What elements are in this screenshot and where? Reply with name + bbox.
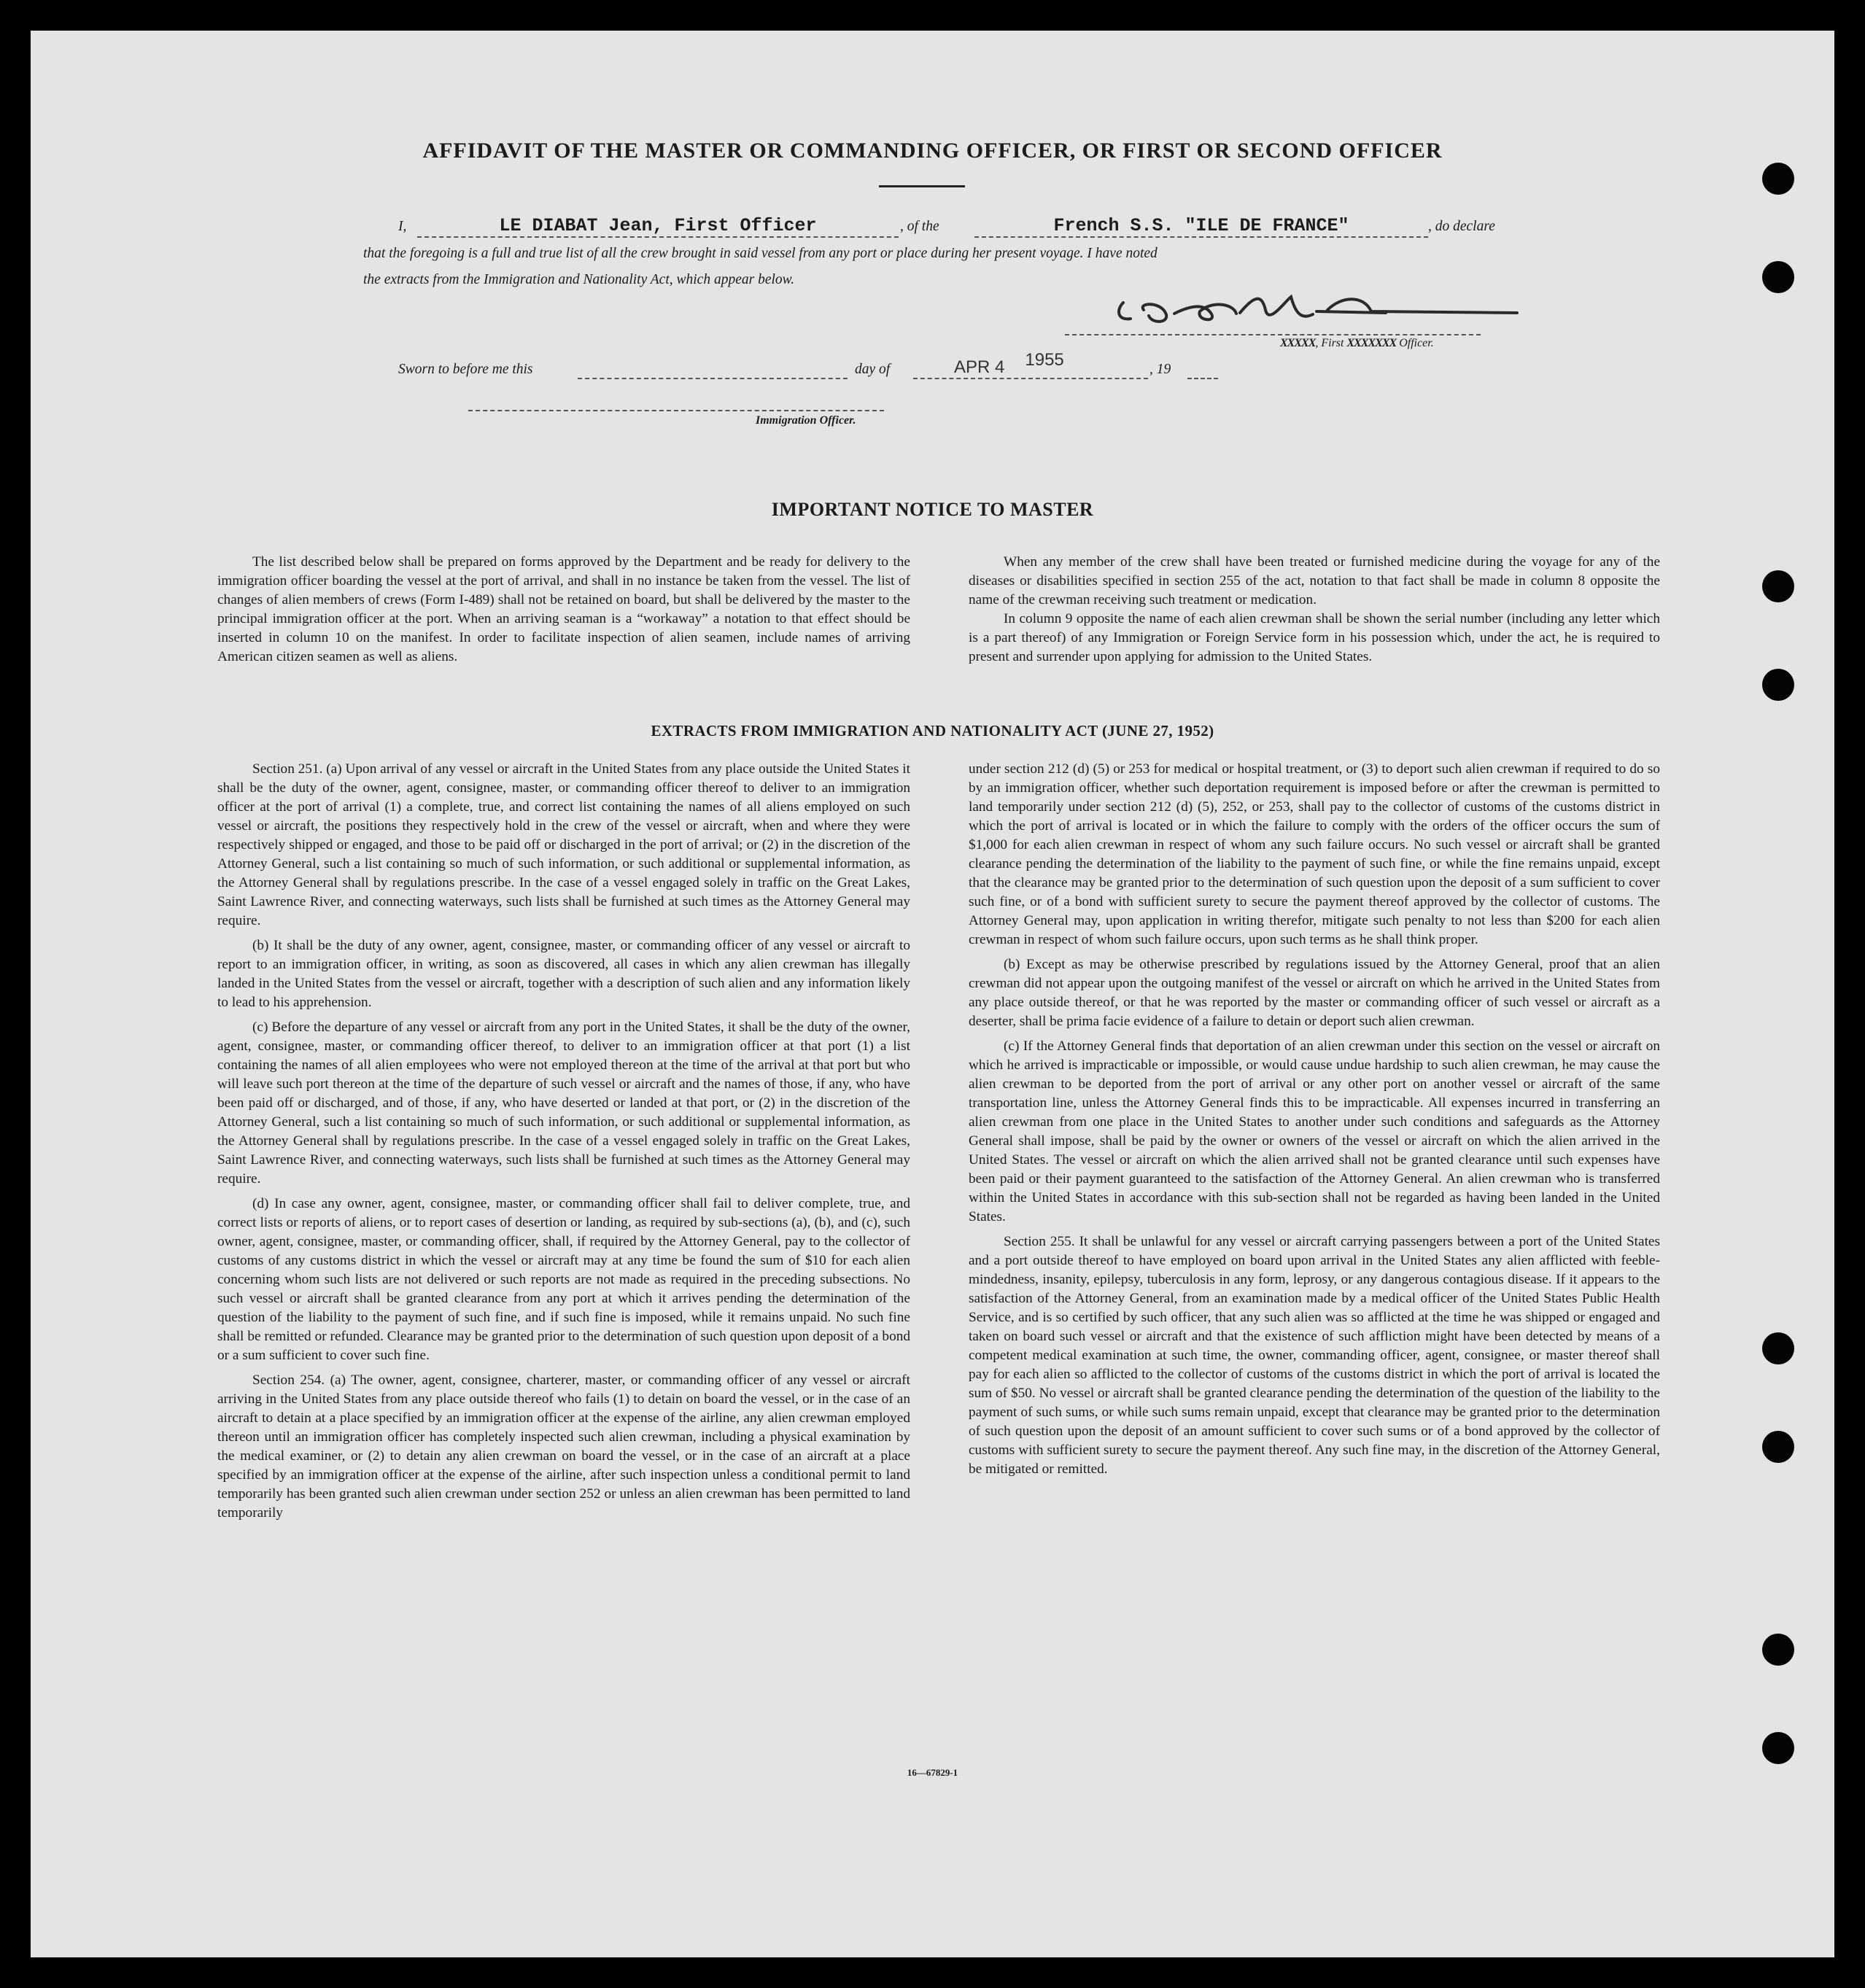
signature-image xyxy=(1109,281,1532,332)
binder-hole xyxy=(1762,1332,1794,1364)
extract-paragraph: (d) In case any owner, agent, consignee, master, or commanding officer shall fail to deliver complete, true, and correct lists or reports of aliens, or to report cases of desertion or landing, as required by sub-sections (a), (b), and (c), such owner, agent, consignee, master, or commanding officer, shall, if required by the Attorney General, pay to the collector of customs of any customs district in which the vessel or aircraft may at any time be found the sum of $10 for each alien concerning whom such lists are not delivered or such reports are not made as required in the preceding subsections. No such vessel or aircraft shall be granted clearance from any port at which it arrives pending the determination of the question of the liability to the payment of such fine, and if such fine is imposed, while it remains unpaid. No such fine shall be remitted or refunded. Clearance may be granted prior to the determination of such question upon deposit of a bond or a sum sufficient to cover such fine. xyxy=(217,1196,910,1363)
notice-left-column xyxy=(217,553,910,672)
i-label: I, xyxy=(398,219,407,234)
form-number: 16—67829-1 xyxy=(907,1767,958,1778)
extracts-right-column xyxy=(969,760,1660,1485)
affidavit-title: AFFIDAVIT OF THE MASTER OR COMMANDING OFFICER, OR FIRST OR SECOND OFFICER xyxy=(422,139,1443,163)
extract-paragraph: (b) It shall be the duty of any owner, agent, consignee, master, or commanding officer of any vessel or aircraft to report to an immigration officer, in writing, as soon as discovered, all cases in which any alien crewman has illegally landed in the United States from the vessel or aircraft, together with a description of such alien and any information likely to lead to his apprehension. xyxy=(217,938,910,1010)
extract-paragraph: (b) Except as may be otherwise prescribed by regulations issued by the Attorney General, proof that an alien crewman did not appear upon the outgoing manifest of the vessel or aircraft on which he arrived in the United States from any place outside thereof, or that he was reported by the master or commanding officer of such vessel or aircraft as a deserter, shall be prima facie evidence of a failure to detain or deport such alien crewman. xyxy=(969,957,1660,1029)
notice-right-paragraph-1: When any member of the crew shall have been treated or furnished medicine during the voyage for any of the diseases or disabilities specified in section 255 of the act, notation to that fact shall be made in column 8 opposite the name of the crewman receiving such treatment or medication. xyxy=(969,554,1660,607)
binder-hole xyxy=(1762,570,1794,602)
day-of-label: day of xyxy=(855,362,891,377)
binder-hole xyxy=(1762,1431,1794,1463)
extracts-left-column xyxy=(217,760,910,1529)
officer-name-value: LE DIABAT Jean, First Officer xyxy=(499,215,817,236)
officer-name-field xyxy=(417,213,899,238)
binder-hole xyxy=(1762,261,1794,293)
sworn-date-field xyxy=(913,349,1148,379)
year-stamp: 1955 xyxy=(1025,350,1064,370)
immigration-officer-label: Immigration Officer. xyxy=(756,414,856,427)
extract-paragraph: Section 251. (a) Upon arrival of any vessel or aircraft in the United States from any place outside the United States it shall be the duty of the owner, agent, consignee, master, or commanding officer thereof to deliver to an immigration officer at the port of arrival (1) a complete, true, and correct list containing the names of all aliens employed on such vessel or aircraft, the positions they respectively hold in the crew of the vessel or aircraft, when and where they were respectively shipped or engaged, and those to be paid off or discharged in the port of arrival; or (2) in the discretion of the Attorney General, such a list containing so much of such information, or such additional or supplemental information, as the Attorney General shall by regulations prescribe. In the case of a vessel engaged solely in traffic on the Great Lakes, Saint Lawrence River, and connecting waterways, such lists shall be furnished at such times as the Attorney General may require. xyxy=(217,761,910,928)
extract-paragraph: under section 212 (d) (5) or 253 for medical or hospital treatment, or (3) to deport such alien crewman if required to do so by an immigration officer, whether such deportation requirement is imposed before or after the crewman is permitted to land temporarily under section 212 (d) (5), 252, or 253, shall pay to the collector of customs of the customs district in which the port of arrival is located or in which the failure to comply with the orders of the officer occurs the sum of $1,000 for each alien crewman in respect of whom any such failure occurs. No such vessel or aircraft shall be granted clearance pending the determination of the liability to the payment of such fine, or while the fine remains unpaid, except that the clearance may be granted prior to the determination of such question upon the deposit of a sum sufficient to cover such fine, or of a bond with sufficient surety to secure the payment thereof approved by the collector of customs. The Attorney General may, upon application in writing therefor, mitigate such penalty to not less than $200 for each alien crewman in respect of whom such failure occurs, upon such terms as he shall think proper. xyxy=(969,761,1660,947)
notice-right-column xyxy=(969,553,1660,672)
vessel-name-field xyxy=(974,213,1428,238)
do-declare-label: , do declare xyxy=(1428,219,1495,234)
title-rule xyxy=(879,185,965,187)
extracts-title: EXTRACTS FROM IMMIGRATION AND NATIONALITY ACT (JUNE 27, 1952) xyxy=(651,722,1214,739)
binder-hole xyxy=(1762,163,1794,195)
declaration-line-3: the extracts from the Immigration and Nationality Act, which appear below. xyxy=(363,272,795,287)
binder-hole xyxy=(1762,1732,1794,1764)
of-the-label: , of the xyxy=(900,219,939,234)
extract-paragraph: Section 254. (a) The owner, agent, consignee, charterer, master, or commanding officer of any vessel or aircraft arriving in the United States from any place outside thereof who fails (1) to detain on board the vessel, or in the case of an aircraft to detain at a place specified by an immigration officer at the expense of the airline, any alien crewman employed thereon until an immigration officer has completely inspected such alien crewman, including a physical examination by the medical examiner, or (2) to detain any alien crewman on board the vessel, or in the case of an aircraft at a place specified by an immigration officer at the expense of the airline, after such inspection unless a conditional permit to land temporarily has been granted such alien crewman under section 252 or unless an alien crewman has been permitted to land temporarily xyxy=(217,1372,910,1521)
binder-hole xyxy=(1762,669,1794,701)
notice-title: IMPORTANT NOTICE TO MASTER xyxy=(771,499,1094,520)
extract-paragraph: Section 255. It shall be unlawful for any vessel or aircraft carrying passengers between a port of the United States and a port outside thereof to have employed on board upon arrival in the United States any alien afflicted with feeble-mindedness, insanity, epilepsy, tuberculosis in any form, leprosy, or any dangerous contagious disease. If it appears to the satisfaction of the Attorney General, from an examination made by a medical officer of the United States Public Health Service, and is so certified by such officer, that any such alien was so afflicted at the time he was shipped or engaged and taken on board such vessel or aircraft and that the existence of such affliction might have been detected by means of a competent medical examination at such time, the owner, commanding officer, agent, consignee, or master thereof shall pay for each alien so afflicted to the collector of customs of the customs district in which the port of arrival is located the sum of $50. No vessel or aircraft shall be granted clearance pending the determination of the question of the liability to the payment of such sums, or while such sums remain unpaid, except that clearance may be granted prior to the determination of such question upon the deposit of an amount sufficient to cover such sums or of a bond approved by the collector of customs with sufficient surety to secure the payment thereof. Any such fine may, in the discretion of the Attorney General, be mitigated or remitted. xyxy=(969,1234,1660,1477)
notice-left-paragraph: The list described below shall be prepared on forms approved by the Department and be ready for delivery to the immigration officer boarding the vessel at the port of arrival, and shall in no instance be taken from the vessel. The list of changes of alien members of crews (Form I-489) shall not be retained on board, but shall be delivered by the master to the principal immigration officer at the port. When an arriving seaman is a “workaway” a notation to that effect should be inserted in column 10 on the manifest. In order to facilitate inspection of alien seamen, include names of arriving American citizen seamen as well as aliens. xyxy=(217,554,910,664)
immigration-officer-line xyxy=(468,410,884,411)
extract-paragraph: (c) Before the departure of any vessel or aircraft from any port in the United States, it shall be the duty of the owner, agent, consignee, master, or commanding officer thereof, to deliver to an immigration officer at that port (1) a list containing the names of all alien employees who were not employed thereon at the time of the arrival at that port but who will leave such port thereon at the time of the departure of such vessel or aircraft and the names of those, if any, who have been paid off or discharged, and of those, if any, who have deserted or landed at that port, or (2) in the discretion of the Attorney General, such a list containing so much of such information, or such additional or supplemental information, as the Attorney General shall by regulations prescribe. In the case of a vessel engaged solely in traffic on the Great Lakes, Saint Lawrence River, and connecting waterways, such lists shall be furnished at such times as the Attorney General may require. xyxy=(217,1020,910,1187)
year-label: , 19 xyxy=(1149,362,1171,377)
sworn-day-field xyxy=(578,359,848,379)
signature-caption: XXXXX, First XXXXXXX Officer. xyxy=(1280,337,1434,349)
notice-right-paragraph-2: In column 9 opposite the name of each alien crewman shall be shown the serial number (including any letter which is a part thereof) of any Immigration or Foreign Service form in his possession which, under the act, he is required to present and surrender upon applying for admission to the United States. xyxy=(969,611,1660,664)
declaration-line-2: that the foregoing is a full and true list of all the crew brought in said vessel from any port or place during her present voyage. I have noted xyxy=(363,246,1158,261)
binder-hole xyxy=(1762,1634,1794,1666)
signature-line xyxy=(1065,334,1481,335)
year-field xyxy=(1187,359,1218,379)
date-stamp: APR 4 xyxy=(954,357,1005,377)
vessel-name-value: French S.S. "ILE DE FRANCE" xyxy=(1053,215,1349,236)
sworn-label: Sworn to before me this xyxy=(398,362,533,377)
extract-paragraph: (c) If the Attorney General finds that deportation of an alien crewman under this section on the vessel or aircraft on which he arrived is impracticable or impossible, or would cause undue hardship to such alien crewman, he may cause the alien crewman to be deported from the port of arrival or any other port on another vessel or aircraft of the same transportation line, unless the Attorney General finds this to be impracticable. All expenses incurred in transferring an alien crewman from one place in the United States to another under such conditions and safeguards as the Attorney General shall impose, shall be paid by the owner or owners of the vessel or aircraft on which the alien arrived in the United States. The vessel or aircraft on which the alien arrived shall not be granted clearance until such expenses have been paid or their payment guaranteed to the satisfaction of the Attorney General. An alien crewman who is transferred within the United States in accordance with this sub-section shall not be regarded as having been landed in the United States. xyxy=(969,1038,1660,1224)
